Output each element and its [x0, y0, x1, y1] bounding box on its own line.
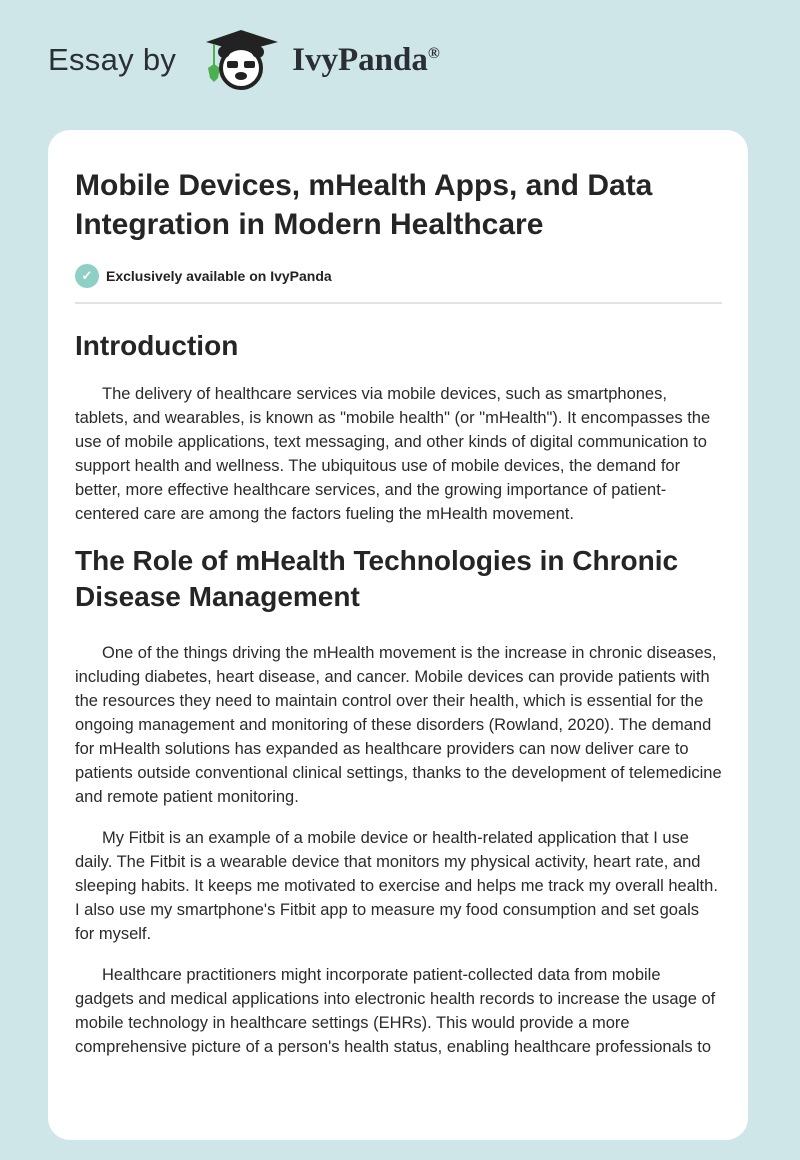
- essay-card: [48, 130, 748, 1140]
- paragraph: Healthcare practitioners might incorporate patient-collected data from mobile gadgets and medical applications into electronic health records to increase the usage of mobile technology in healthcare settings (EHRs). This would provide a more comprehensive picture of a person's health status, enabling healthcare professionals to: [75, 966, 716, 1056]
- brand-text: IvyPanda: [292, 41, 428, 78]
- ivypanda-logo-icon[interactable]: [196, 28, 286, 92]
- paragraph: My Fitbit is an example of a mobile device or health-related application that I use daily. The Fitbit is a wearable device that monitors my physical activity, heart rate, and sleeping habits. It keeps me motivated to exercise and helps me track my overall health. I also use my smartphone's Fitbit app to measure my food consumption and set goals for myself.: [75, 829, 718, 943]
- essay-by-label: Essay by: [48, 42, 177, 77]
- exclusive-badge: [75, 264, 722, 304]
- paragraph: One of the things driving the mHealth movement is the increase in chronic diseases, including diabetes, heart disease, and cancer. Mobile devices can provide patients with the resources they need to maintain control over their health, which is essential for the ongoing management and monitoring of these disorders (Rowland, 2020). The demand for mHealth solutions has expanded as healthcare providers can now deliver care to patients outside conventional clinical settings, thanks to the development of telemedicine and remote patient monitoring.: [75, 644, 722, 806]
- essay-title: Mobile Devices, mHealth Apps, and Data Integration in Modern Healthcare: [75, 169, 653, 241]
- section-heading: The Role of mHealth Technologies in Chronic Disease Management: [75, 545, 679, 612]
- site-header: [48, 30, 440, 90]
- paragraph: The delivery of healthcare services via mobile devices, such as smartphones, tablets, and wearables, is known as "mobile health" (or "mHealth"). It encompasses the use of mobile applications, text messaging, and other kinds of digital communication to support health and wellness. The ubiquitous use of mobile devices, the demand for better, more effective healthcare services, and the growing importance of patient-centered care are among the factors fueling the mHealth movement.: [75, 385, 711, 523]
- registered-mark: ®: [427, 44, 440, 62]
- brand-name[interactable]: [292, 42, 440, 79]
- exclusive-label: Exclusively available on IvyPanda: [106, 268, 332, 284]
- section-heading: Introduction: [75, 330, 239, 361]
- check-icon: ✓: [75, 264, 99, 288]
